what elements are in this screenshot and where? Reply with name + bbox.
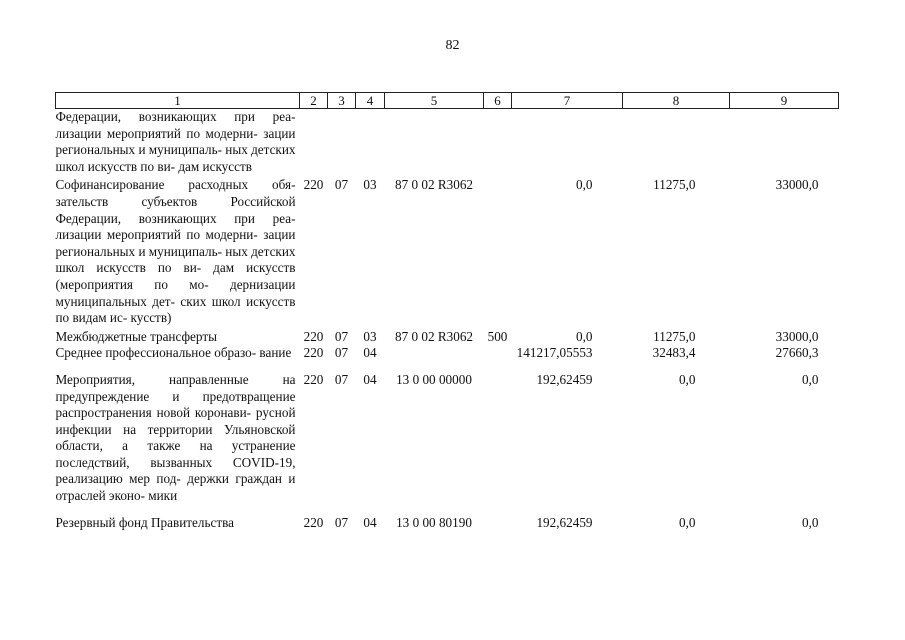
row-amount-8: 0,0	[679, 514, 696, 530]
row-code-ministry: 220	[303, 177, 324, 193]
row-code-expense-type: 500	[487, 328, 508, 344]
row-name: Среднее профессиональное образо- вание	[55, 345, 292, 361]
row-name: Резервный фонд Правительства	[55, 514, 235, 530]
table-row	[56, 505, 839, 532]
row-code-ministry	[300, 109, 328, 176]
row-name: Мероприятия, направленные на предупреждение и предотвращение распространения новой коронави- русной инфекции на территории Ульяновской области, а также на устранение последствий, вызванных COVID-19, реализацию мер под- держки граждан и отраслей эконо- мики	[55, 371, 296, 504]
header-cell-3: 3	[328, 93, 356, 109]
row-code-section: 07	[334, 514, 349, 530]
row-code-section: 07	[334, 177, 349, 193]
row-amount-7: 0,0	[576, 328, 593, 344]
row-amount-9: 33000,0	[775, 177, 819, 193]
row-code-subsection: 03	[363, 177, 377, 193]
row-code-ministry: 220	[303, 371, 324, 387]
header-row	[56, 93, 839, 109]
header-cell-6: 6	[484, 93, 512, 109]
row-code-subsection: 04	[363, 345, 377, 361]
table-row	[56, 327, 839, 346]
table-row	[56, 345, 839, 362]
header-cell-2: 2	[300, 93, 328, 109]
row-code-section: 07	[334, 371, 349, 387]
row-code-target: 13 0 00 80190	[396, 514, 472, 530]
row-code-ministry: 220	[303, 345, 324, 361]
row-code-target	[385, 345, 484, 362]
row-code-section: 07	[334, 328, 349, 344]
row-code-subsection: 03	[363, 328, 377, 344]
row-amount-9: 0,0	[802, 371, 819, 387]
row-code-target: 87 0 02 R3062	[394, 328, 474, 344]
row-code-target: 87 0 02 R3062	[394, 177, 474, 193]
row-name: Межбюджетные трансферты	[55, 328, 217, 344]
header-cell-7: 7	[512, 93, 623, 109]
page-number: 82	[445, 38, 460, 53]
row-amount-7: 141217,05553	[516, 345, 593, 361]
header-cell-9: 9	[730, 93, 839, 109]
row-amount-9: 27660,3	[775, 345, 819, 361]
row-amount-9: 33000,0	[775, 328, 819, 344]
row-amount-8: 0,0	[679, 371, 696, 387]
row-amount-7	[512, 109, 623, 176]
row-code-target: 13 0 00 00000	[396, 371, 472, 387]
row-amount-8: 11275,0	[653, 328, 696, 344]
row-amount-9: 0,0	[802, 514, 819, 530]
table-row	[56, 175, 839, 326]
table-row	[56, 109, 839, 176]
row-amount-8: 32483,4	[652, 345, 696, 361]
row-code-subsection: 04	[363, 514, 377, 530]
row-amount-7: 192,62459	[536, 371, 593, 387]
row-code-subsection: 04	[363, 371, 377, 387]
row-code-expense-type	[484, 362, 512, 505]
row-code-expense-type	[484, 345, 512, 362]
row-amount-9	[730, 109, 839, 176]
budget-table	[55, 92, 839, 531]
table-row	[56, 362, 839, 505]
header-cell-4: 4	[356, 93, 385, 109]
row-name: Федерации, возникающих при реа- лизации мероприятий по модерни- зации региональных и муниципаль- ных детских школ искусств по ви- дам искусств	[55, 109, 296, 174]
header-cell-5: 5	[385, 93, 484, 109]
row-code-ministry: 220	[303, 514, 324, 530]
row-code-expense-type	[484, 505, 512, 532]
row-code-ministry: 220	[303, 328, 324, 344]
row-amount-8: 11275,0	[653, 177, 696, 193]
row-amount-7: 0,0	[576, 177, 593, 193]
row-code-target	[385, 109, 484, 176]
header-cell-1: 1	[56, 93, 300, 109]
header-cell-8: 8	[623, 93, 730, 109]
row-amount-8	[623, 109, 730, 176]
row-code-expense-type	[484, 109, 512, 176]
row-amount-7: 192,62459	[536, 514, 593, 530]
row-name: Софинансирование расходных обя- зательств субъектов Российской Федерации, возникающих при реа- лизации мероприятий по модерни- зации региональных и муниципаль- ных детских школ искусств по ви- дам искусств (мероприятия по мо- дернизации муниципальных дет- ских школ искусств по видам ис- кусств)	[55, 177, 296, 326]
row-code-section	[328, 109, 356, 176]
row-code-expense-type	[484, 175, 512, 326]
row-code-section: 07	[334, 345, 349, 361]
row-code-subsection	[356, 109, 385, 176]
